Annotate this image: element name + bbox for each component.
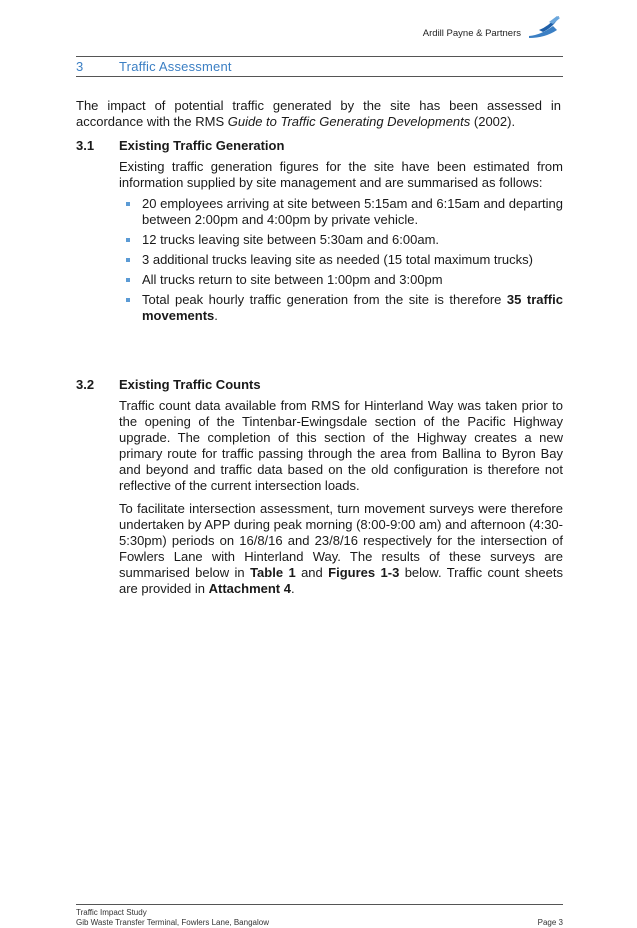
page-number: Page 3 xyxy=(537,918,563,927)
list-item xyxy=(119,196,563,228)
intro-paragraph xyxy=(76,98,561,130)
subsection-heading xyxy=(76,377,563,393)
company-name: Ardill Payne & Partners xyxy=(422,27,521,39)
list-item xyxy=(119,252,563,268)
subsection-title: Existing Traffic Generation xyxy=(119,138,285,153)
paragraph-text: To facilitate intersection assessment, turn movement surveys were therefore undertaken by APP during peak morning (8:00-9:00 am) and afternoon (4:30-5:30pm) periods on 16/8/16 and 23/8/16 respectively for the intersection of Fowlers Lane with Hinterland Way. The results of these surveys are summarised below in xyxy=(119,501,563,580)
paragraph xyxy=(119,501,563,597)
guide-title: Guide to Traffic Generating Developments xyxy=(227,114,471,129)
list-item xyxy=(119,232,563,248)
intro-year: (2002). xyxy=(470,114,516,129)
attachment-reference: Attachment 4 xyxy=(208,581,291,596)
company-logo-icon xyxy=(527,14,561,40)
bullet-icon xyxy=(126,238,130,242)
footer-line xyxy=(76,918,563,928)
bullet-icon xyxy=(126,258,130,262)
paragraph-text: below. Traffic count sheets are provided in xyxy=(119,565,564,596)
list-item-text: 20 employees arriving at site between 5:15am and 6:15am and departing between 2:00pm and 4:00pm by private vehicle. xyxy=(142,196,563,227)
subsection-number: 3.2 xyxy=(76,377,95,392)
section-heading xyxy=(76,56,563,77)
list-item xyxy=(119,272,563,288)
figures-reference: Figures 1-3 xyxy=(328,565,400,580)
subsection-heading xyxy=(76,138,563,154)
subsection-3-2 xyxy=(76,377,563,597)
subsection-3-1 xyxy=(76,138,563,328)
table-reference: Table 1 xyxy=(250,565,296,580)
paragraph: Traffic count data available from RMS for Hinterland Way was taken prior to the opening of the Tintenbar-Ewingsdale section of the Pacific Highway upgrade. The completion of this section of the Highway creates a new primary route for traffic passing through the area from Ballina to Byron Bay and beyond and traffic data based on the old configuration is therefore not reflective of the current intersection loads. xyxy=(119,398,563,493)
list-item xyxy=(119,292,563,324)
subsection-title: Existing Traffic Counts xyxy=(119,377,261,392)
list-item-text: Total peak hourly traffic generation from the site is therefore xyxy=(142,292,507,307)
intro-text: The impact of potential traffic generated by the site has been assessed in accordance with the RMS xyxy=(76,98,561,129)
subsection-number: 3.1 xyxy=(76,138,95,153)
bullet-icon xyxy=(126,298,130,302)
section-number: 3 xyxy=(76,59,84,74)
paragraph-text: and xyxy=(295,565,329,580)
page-header xyxy=(423,14,561,40)
paragraph: Existing traffic generation figures for the site have been estimated from information supplied by site management and are summarised as follows: xyxy=(119,159,563,190)
footer-document-title: Traffic Impact Study xyxy=(76,908,147,917)
list-item-end: . xyxy=(214,308,218,323)
traffic-movements-value: 35 traffic movements xyxy=(142,292,563,323)
page-footer xyxy=(76,904,563,928)
paragraph-text: . xyxy=(290,581,295,596)
bullet-icon xyxy=(126,202,130,206)
section-title: Traffic Assessment xyxy=(119,59,232,74)
bullet-list xyxy=(119,196,563,324)
list-item-text: 3 additional trucks leaving site as needed (15 total maximum trucks) xyxy=(142,252,533,267)
list-item-text: 12 trucks leaving site between 5:30am and 6:00am. xyxy=(142,232,440,247)
list-item-text: All trucks return to site between 1:00pm and 3:00pm xyxy=(142,272,443,287)
footer-project: Gib Waste Transfer Terminal, Fowlers Lane, Bangalow xyxy=(76,918,269,927)
bullet-icon xyxy=(126,278,130,282)
